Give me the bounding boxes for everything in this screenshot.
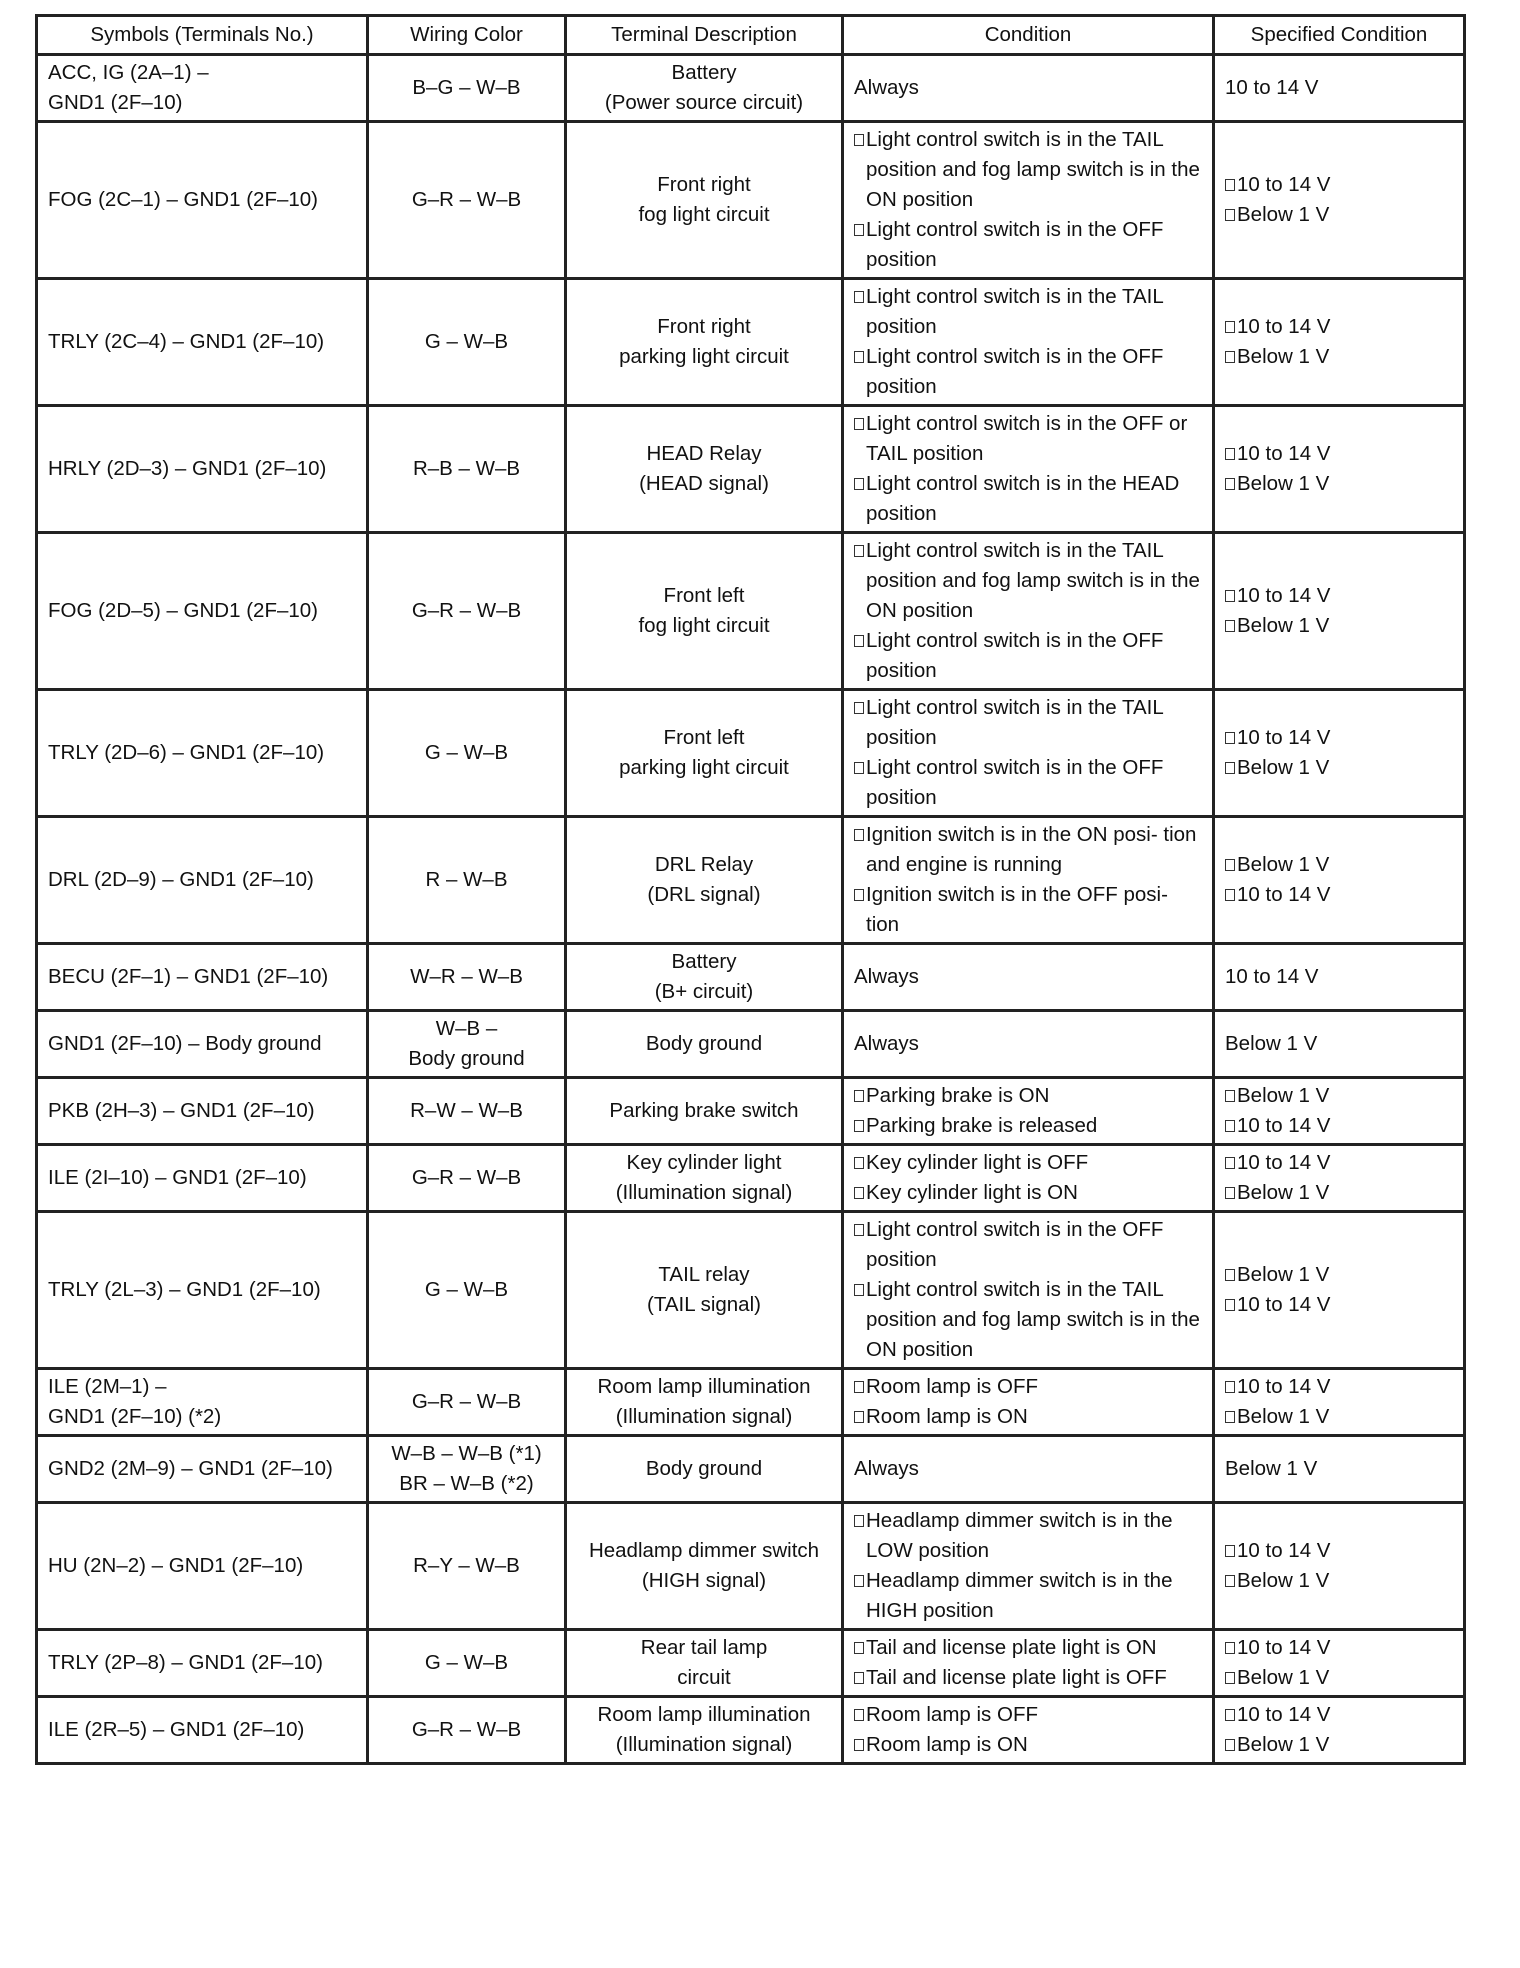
condition-item	[854, 1372, 1202, 1402]
cell-specified-condition	[1214, 1369, 1465, 1436]
cell-symbols: GND1 (2F–10) – Body ground	[37, 1011, 368, 1078]
cell-symbols: TRLY (2D–6) – GND1 (2F–10)	[37, 690, 368, 817]
cell-terminal-description: Body ground	[566, 1011, 843, 1078]
cell-specified-condition	[1214, 1145, 1465, 1212]
spec-item	[1225, 1402, 1453, 1432]
checkbox-square-icon	[854, 291, 864, 303]
condition-item-text: Parking brake is released	[866, 1114, 1098, 1137]
checkbox-square-icon	[1225, 1090, 1235, 1102]
spec-item-text: Below 1 V	[1237, 203, 1330, 226]
cell-wiring-color: G – W–B	[368, 279, 566, 406]
condition-item-text: Light control switch is in the TAIL position and fog lamp switch is in the ON position	[866, 128, 1200, 211]
checkbox-square-icon	[854, 134, 864, 146]
cell-condition	[843, 406, 1214, 533]
cell-symbols: GND2 (2M–9) – GND1 (2F–10)	[37, 1436, 368, 1503]
cell-condition	[843, 1145, 1214, 1212]
spec-item-text: Below 1 V	[1237, 614, 1330, 637]
cell-symbols: FOG (2C–1) – GND1 (2F–10)	[37, 122, 368, 279]
cell-symbols: HU (2N–2) – GND1 (2F–10)	[37, 1503, 368, 1630]
cell-terminal-description: Front right parking light circuit	[566, 279, 843, 406]
spec-item	[1225, 1454, 1453, 1484]
checkbox-square-icon	[1225, 1269, 1235, 1281]
spec-item-text: 10 to 14 V	[1237, 1375, 1331, 1398]
condition-item-text: Light control switch is in the TAIL position	[866, 285, 1164, 338]
header-wiring-color: Wiring Color	[368, 16, 566, 55]
cell-terminal-description: Front left parking light circuit	[566, 690, 843, 817]
spec-item-text: 10 to 14 V	[1237, 173, 1331, 196]
terminal-table-container	[35, 14, 1463, 1765]
cell-condition	[843, 1697, 1214, 1764]
cell-specified-condition	[1214, 1011, 1465, 1078]
condition-item	[854, 1148, 1202, 1178]
spec-item	[1225, 469, 1453, 499]
checkbox-square-icon	[1225, 209, 1235, 221]
spec-item-text: Below 1 V	[1237, 1181, 1330, 1204]
condition-item	[854, 626, 1202, 686]
checkbox-square-icon	[854, 224, 864, 236]
condition-item-text: Parking brake is ON	[866, 1084, 1050, 1107]
checkbox-square-icon	[854, 702, 864, 714]
condition-item	[854, 1454, 1202, 1484]
spec-item	[1225, 312, 1453, 342]
condition-item	[854, 1081, 1202, 1111]
checkbox-square-icon	[854, 1224, 864, 1236]
condition-item-text: Ignition switch is in the OFF posi- tion	[866, 883, 1168, 936]
cell-terminal-description: Parking brake switch	[566, 1078, 843, 1145]
condition-item	[854, 125, 1202, 215]
table-row	[37, 1697, 1465, 1764]
cell-condition	[843, 1630, 1214, 1697]
spec-item	[1225, 1536, 1453, 1566]
cell-specified-condition	[1214, 1078, 1465, 1145]
checkbox-square-icon	[1225, 351, 1235, 363]
spec-item	[1225, 611, 1453, 641]
cell-wiring-color: W–B – W–B (*1) BR – W–B (*2)	[368, 1436, 566, 1503]
condition-item	[854, 1275, 1202, 1365]
spec-item-text: Below 1 V	[1237, 1263, 1330, 1286]
checkbox-square-icon	[854, 351, 864, 363]
spec-item-text: 10 to 14 V	[1237, 1293, 1331, 1316]
cell-specified-condition	[1214, 1503, 1465, 1630]
cell-terminal-description: Battery (Power source circuit)	[566, 55, 843, 122]
cell-symbols: ILE (2R–5) – GND1 (2F–10)	[37, 1697, 368, 1764]
cell-terminal-description: Front right fog light circuit	[566, 122, 843, 279]
cell-condition	[843, 1212, 1214, 1369]
cell-symbols: HRLY (2D–3) – GND1 (2F–10)	[37, 406, 368, 533]
spec-item	[1225, 200, 1453, 230]
header-row	[37, 16, 1465, 55]
spec-item	[1225, 1081, 1453, 1111]
spec-item	[1225, 880, 1453, 910]
cell-terminal-description: Key cylinder light (Illumination signal)	[566, 1145, 843, 1212]
condition-item-text: Light control switch is in the OFF position	[866, 629, 1164, 682]
cell-terminal-description: Battery (B+ circuit)	[566, 944, 843, 1011]
table-row	[37, 1630, 1465, 1697]
condition-item	[854, 469, 1202, 529]
condition-item-text: Always	[854, 1032, 919, 1055]
table-row	[37, 690, 1465, 817]
table-row	[37, 279, 1465, 406]
condition-item	[854, 215, 1202, 275]
checkbox-square-icon	[854, 1284, 864, 1296]
condition-item	[854, 753, 1202, 813]
checkbox-square-icon	[1225, 1299, 1235, 1311]
cell-wiring-color: R–B – W–B	[368, 406, 566, 533]
condition-item-text: Always	[854, 965, 919, 988]
spec-item	[1225, 962, 1453, 992]
condition-item-text: Tail and license plate light is ON	[866, 1636, 1157, 1659]
cell-terminal-description: Front left fog light circuit	[566, 533, 843, 690]
cell-condition	[843, 1078, 1214, 1145]
table-row	[37, 533, 1465, 690]
spec-item	[1225, 1663, 1453, 1693]
cell-specified-condition	[1214, 533, 1465, 690]
condition-item-text: Tail and license plate light is OFF	[866, 1666, 1167, 1689]
spec-item	[1225, 753, 1453, 783]
spec-item-text: 10 to 14 V	[1237, 726, 1331, 749]
checkbox-square-icon	[1225, 1709, 1235, 1721]
cell-specified-condition	[1214, 279, 1465, 406]
spec-item	[1225, 850, 1453, 880]
spec-item	[1225, 1566, 1453, 1596]
condition-item	[854, 1566, 1202, 1626]
checkbox-square-icon	[854, 829, 864, 841]
condition-item-text: Room lamp is ON	[866, 1733, 1028, 1756]
checkbox-square-icon	[1225, 762, 1235, 774]
cell-symbols: PKB (2H–3) – GND1 (2F–10)	[37, 1078, 368, 1145]
cell-terminal-description: Room lamp illumination (Illumination signal)	[566, 1369, 843, 1436]
checkbox-square-icon	[1225, 1381, 1235, 1393]
checkbox-square-icon	[854, 1157, 864, 1169]
checkbox-square-icon	[854, 1381, 864, 1393]
spec-item-text: 10 to 14 V	[1237, 883, 1331, 906]
condition-item	[854, 1402, 1202, 1432]
checkbox-square-icon	[1225, 321, 1235, 333]
cell-wiring-color: G – W–B	[368, 690, 566, 817]
checkbox-square-icon	[1225, 889, 1235, 901]
checkbox-square-icon	[1225, 1187, 1235, 1199]
condition-item-text: Light control switch is in the HEAD position	[866, 472, 1180, 525]
condition-item	[854, 282, 1202, 342]
cell-condition	[843, 279, 1214, 406]
cell-specified-condition	[1214, 122, 1465, 279]
table-row	[37, 1011, 1465, 1078]
condition-item	[854, 1730, 1202, 1760]
cell-condition	[843, 55, 1214, 122]
spec-item-text: 10 to 14 V	[1225, 76, 1319, 99]
condition-item-text: Always	[854, 76, 919, 99]
condition-item-text: Key cylinder light is ON	[866, 1181, 1078, 1204]
checkbox-square-icon	[1225, 1411, 1235, 1423]
spec-item-text: Below 1 V	[1237, 756, 1330, 779]
spec-item-text: 10 to 14 V	[1237, 1703, 1331, 1726]
checkbox-square-icon	[854, 418, 864, 430]
cell-wiring-color: W–B – Body ground	[368, 1011, 566, 1078]
table-row	[37, 817, 1465, 944]
checkbox-square-icon	[854, 1575, 864, 1587]
cell-wiring-color: G–R – W–B	[368, 1697, 566, 1764]
cell-symbols: BECU (2F–1) – GND1 (2F–10)	[37, 944, 368, 1011]
spec-item	[1225, 1730, 1453, 1760]
condition-item	[854, 1111, 1202, 1141]
condition-item	[854, 73, 1202, 103]
condition-item	[854, 1633, 1202, 1663]
cell-wiring-color: G – W–B	[368, 1212, 566, 1369]
condition-item	[854, 409, 1202, 469]
spec-item	[1225, 1260, 1453, 1290]
cell-specified-condition	[1214, 1212, 1465, 1369]
spec-item-text: Below 1 V	[1225, 1457, 1318, 1480]
cell-wiring-color: B–G – W–B	[368, 55, 566, 122]
condition-item-text: Light control switch is in the TAIL position and fog lamp switch is in the ON position	[866, 1278, 1200, 1361]
condition-item	[854, 962, 1202, 992]
checkbox-square-icon	[1225, 859, 1235, 871]
checkbox-square-icon	[854, 1515, 864, 1527]
cell-terminal-description: Headlamp dimmer switch (HIGH signal)	[566, 1503, 843, 1630]
condition-item	[854, 880, 1202, 940]
spec-item-text: 10 to 14 V	[1237, 584, 1331, 607]
cell-terminal-description: Room lamp illumination (Illumination signal)	[566, 1697, 843, 1764]
cell-wiring-color: G–R – W–B	[368, 1369, 566, 1436]
table-row	[37, 122, 1465, 279]
spec-item-text: Below 1 V	[1237, 345, 1330, 368]
checkbox-square-icon	[1225, 1120, 1235, 1132]
spec-item	[1225, 1111, 1453, 1141]
cell-terminal-description: Rear tail lamp circuit	[566, 1630, 843, 1697]
condition-item-text: Ignition switch is in the ON posi- tion and engine is running	[866, 823, 1197, 876]
condition-item-text: Key cylinder light is OFF	[866, 1151, 1089, 1174]
spec-item-text: Below 1 V	[1237, 1733, 1330, 1756]
checkbox-square-icon	[1225, 448, 1235, 460]
cell-specified-condition	[1214, 817, 1465, 944]
cell-condition	[843, 944, 1214, 1011]
cell-terminal-description: HEAD Relay (HEAD signal)	[566, 406, 843, 533]
cell-specified-condition	[1214, 944, 1465, 1011]
spec-item	[1225, 1372, 1453, 1402]
spec-item-text: 10 to 14 V	[1237, 315, 1331, 338]
condition-item-text: Light control switch is in the OFF position	[866, 345, 1164, 398]
table-row	[37, 1145, 1465, 1212]
checkbox-square-icon	[854, 889, 864, 901]
cell-terminal-description: Body ground	[566, 1436, 843, 1503]
checkbox-square-icon	[1225, 1575, 1235, 1587]
spec-item-text: 10 to 14 V	[1225, 965, 1319, 988]
checkbox-square-icon	[1225, 1672, 1235, 1684]
spec-item-text: Below 1 V	[1237, 1569, 1330, 1592]
spec-item	[1225, 1148, 1453, 1178]
condition-item-text: Light control switch is in the TAIL position and fog lamp switch is in the ON position	[866, 539, 1200, 622]
checkbox-square-icon	[1225, 1157, 1235, 1169]
cell-condition	[843, 533, 1214, 690]
header-terminal-description: Terminal Description	[566, 16, 843, 55]
condition-item	[854, 1663, 1202, 1693]
cell-terminal-description: DRL Relay (DRL signal)	[566, 817, 843, 944]
cell-specified-condition	[1214, 690, 1465, 817]
condition-item	[854, 1178, 1202, 1208]
cell-specified-condition	[1214, 1697, 1465, 1764]
condition-item	[854, 820, 1202, 880]
table-row	[37, 944, 1465, 1011]
checkbox-square-icon	[1225, 478, 1235, 490]
cell-wiring-color: R–W – W–B	[368, 1078, 566, 1145]
checkbox-square-icon	[1225, 620, 1235, 632]
cell-terminal-description: TAIL relay (TAIL signal)	[566, 1212, 843, 1369]
condition-item	[854, 693, 1202, 753]
cell-wiring-color: R – W–B	[368, 817, 566, 944]
table-row	[37, 1503, 1465, 1630]
cell-wiring-color: G–R – W–B	[368, 533, 566, 690]
cell-condition	[843, 1011, 1214, 1078]
checkbox-square-icon	[1225, 732, 1235, 744]
cell-condition	[843, 1369, 1214, 1436]
cell-specified-condition	[1214, 1630, 1465, 1697]
cell-symbols: DRL (2D–9) – GND1 (2F–10)	[37, 817, 368, 944]
cell-condition	[843, 122, 1214, 279]
header-condition: Condition	[843, 16, 1214, 55]
checkbox-square-icon	[1225, 179, 1235, 191]
condition-item-text: Room lamp is OFF	[866, 1375, 1038, 1398]
cell-specified-condition	[1214, 1436, 1465, 1503]
spec-item	[1225, 581, 1453, 611]
cell-symbols: ACC, IG (2A–1) – GND1 (2F–10)	[37, 55, 368, 122]
cell-condition	[843, 690, 1214, 817]
cell-symbols: TRLY (2P–8) – GND1 (2F–10)	[37, 1630, 368, 1697]
condition-item-text: Room lamp is ON	[866, 1405, 1028, 1428]
condition-item	[854, 1506, 1202, 1566]
spec-item	[1225, 1290, 1453, 1320]
spec-item	[1225, 342, 1453, 372]
spec-item-text: Below 1 V	[1237, 472, 1330, 495]
header-specified-condition: Specified Condition	[1214, 16, 1465, 55]
table-row	[37, 1369, 1465, 1436]
table-row	[37, 1212, 1465, 1369]
condition-item-text: Always	[854, 1457, 919, 1480]
spec-item	[1225, 723, 1453, 753]
spec-item	[1225, 170, 1453, 200]
condition-item-text: Room lamp is OFF	[866, 1703, 1038, 1726]
cell-wiring-color: G – W–B	[368, 1630, 566, 1697]
table-row	[37, 1436, 1465, 1503]
condition-item	[854, 536, 1202, 626]
cell-wiring-color: G–R – W–B	[368, 122, 566, 279]
checkbox-square-icon	[854, 1672, 864, 1684]
condition-item	[854, 342, 1202, 402]
table-row	[37, 406, 1465, 533]
spec-item	[1225, 73, 1453, 103]
checkbox-square-icon	[1225, 1739, 1235, 1751]
condition-item-text: Headlamp dimmer switch is in the LOW position	[866, 1509, 1173, 1562]
spec-item-text: 10 to 14 V	[1237, 1114, 1331, 1137]
cell-condition	[843, 1436, 1214, 1503]
spec-item-text: 10 to 14 V	[1237, 1539, 1331, 1562]
checkbox-square-icon	[854, 478, 864, 490]
condition-item-text: Light control switch is in the TAIL position	[866, 696, 1164, 749]
checkbox-square-icon	[854, 545, 864, 557]
spec-item-text: Below 1 V	[1237, 853, 1330, 876]
checkbox-square-icon	[1225, 1545, 1235, 1557]
checkbox-square-icon	[854, 1090, 864, 1102]
terminal-table	[35, 14, 1466, 1765]
spec-item-text: 10 to 14 V	[1237, 1636, 1331, 1659]
cell-specified-condition	[1214, 406, 1465, 533]
condition-item-text: Light control switch is in the OFF or TAIL position	[866, 412, 1188, 465]
cell-symbols: TRLY (2L–3) – GND1 (2F–10)	[37, 1212, 368, 1369]
spec-item	[1225, 1633, 1453, 1663]
checkbox-square-icon	[854, 1120, 864, 1132]
condition-item	[854, 1215, 1202, 1275]
header-symbols: Symbols (Terminals No.)	[37, 16, 368, 55]
checkbox-square-icon	[854, 635, 864, 647]
spec-item	[1225, 439, 1453, 469]
cell-wiring-color: W–R – W–B	[368, 944, 566, 1011]
spec-item	[1225, 1029, 1453, 1059]
cell-symbols: TRLY (2C–4) – GND1 (2F–10)	[37, 279, 368, 406]
condition-item	[854, 1700, 1202, 1730]
spec-item-text: Below 1 V	[1237, 1405, 1330, 1428]
checkbox-square-icon	[854, 1709, 864, 1721]
spec-item	[1225, 1700, 1453, 1730]
checkbox-square-icon	[854, 1411, 864, 1423]
checkbox-square-icon	[854, 1187, 864, 1199]
spec-item-text: Below 1 V	[1237, 1666, 1330, 1689]
condition-item-text: Light control switch is in the OFF position	[866, 756, 1164, 809]
cell-wiring-color: G–R – W–B	[368, 1145, 566, 1212]
table-row	[37, 55, 1465, 122]
cell-condition	[843, 1503, 1214, 1630]
checkbox-square-icon	[854, 1739, 864, 1751]
condition-item-text: Light control switch is in the OFF position	[866, 218, 1164, 271]
condition-item-text: Headlamp dimmer switch is in the HIGH position	[866, 1569, 1173, 1622]
table-body	[37, 55, 1465, 1764]
cell-symbols: FOG (2D–5) – GND1 (2F–10)	[37, 533, 368, 690]
checkbox-square-icon	[854, 762, 864, 774]
spec-item	[1225, 1178, 1453, 1208]
table-row	[37, 1078, 1465, 1145]
spec-item-text: 10 to 14 V	[1237, 1151, 1331, 1174]
spec-item-text: Below 1 V	[1237, 1084, 1330, 1107]
cell-symbols: ILE (2I–10) – GND1 (2F–10)	[37, 1145, 368, 1212]
cell-wiring-color: R–Y – W–B	[368, 1503, 566, 1630]
condition-item	[854, 1029, 1202, 1059]
checkbox-square-icon	[1225, 590, 1235, 602]
cell-specified-condition	[1214, 55, 1465, 122]
condition-item-text: Light control switch is in the OFF position	[866, 1218, 1164, 1271]
checkbox-square-icon	[1225, 1642, 1235, 1654]
spec-item-text: Below 1 V	[1225, 1032, 1318, 1055]
cell-symbols: ILE (2M–1) – GND1 (2F–10) (*2)	[37, 1369, 368, 1436]
checkbox-square-icon	[854, 1642, 864, 1654]
cell-condition	[843, 817, 1214, 944]
spec-item-text: 10 to 14 V	[1237, 442, 1331, 465]
